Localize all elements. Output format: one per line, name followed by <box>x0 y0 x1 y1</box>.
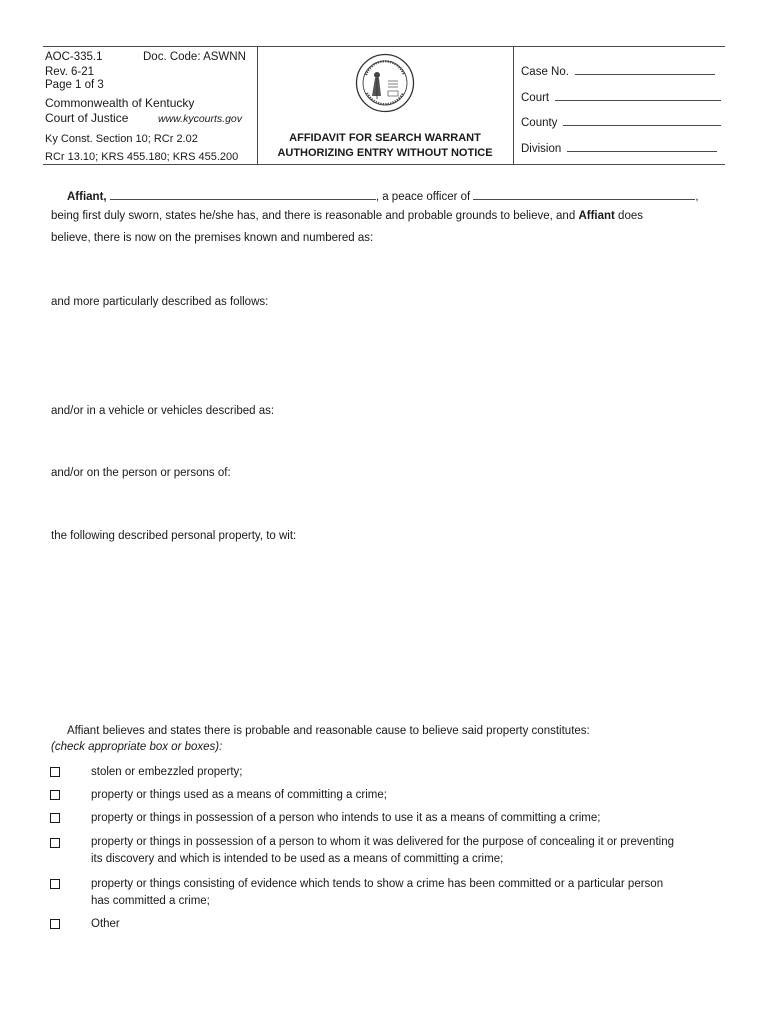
court-line[interactable] <box>555 89 721 101</box>
option-concealing <box>91 834 731 868</box>
case-number-label: Case No. <box>521 66 569 78</box>
sworn-statement-end: does <box>614 210 643 222</box>
form-header <box>43 46 725 165</box>
probable-cause-text: Affiant believes and states there is probable and reasonable cause to believe said property constitutes: <box>67 725 590 737</box>
sworn-statement-text: being first duly sworn, states he/she has, and there is reasonable and probable grounds to believe, and <box>51 210 579 222</box>
revision: Rev. 6-21 <box>45 66 95 78</box>
option-label: Other <box>91 918 120 930</box>
option-stolen <box>91 764 731 781</box>
authority-line-1: Ky Const. Section 10; RCr 2.02 <box>45 133 198 145</box>
option-label: property or things in possession of a person to whom it was delivered for the purpose of concealing it or preventing <box>91 836 674 848</box>
form-title <box>259 131 511 161</box>
property-text: the following described personal property, to wit: <box>51 530 297 542</box>
division-field[interactable] <box>521 140 717 155</box>
case-number-field[interactable] <box>521 63 715 78</box>
case-number-line[interactable] <box>575 63 715 75</box>
premises-text: believe, there is now on the premises known and numbered as: <box>51 232 374 244</box>
option-intends-to-use <box>91 810 731 827</box>
checkbox-stolen[interactable] <box>50 767 60 777</box>
option-evidence <box>91 876 731 910</box>
header-divider <box>257 47 258 164</box>
sworn-affiant-bold: Affiant <box>578 210 615 222</box>
agency-line[interactable] <box>473 188 695 200</box>
option-label-cont: its discovery and which is intended to be used as a means of committing a crime; <box>91 853 504 865</box>
seal-icon <box>355 53 415 113</box>
county-label: County <box>521 117 558 129</box>
form-title-line-1: AFFIDAVIT FOR SEARCH WARRANT <box>289 132 481 144</box>
jurisdiction: Commonwealth of Kentucky <box>45 96 195 110</box>
checkbox-other[interactable] <box>50 919 60 929</box>
court-label: Court <box>521 92 550 104</box>
peace-officer-label: , a peace officer of <box>375 191 471 203</box>
affiant-label: Affiant, <box>67 191 107 203</box>
division-line[interactable] <box>567 140 717 152</box>
checkbox-means-of-crime[interactable] <box>50 790 60 800</box>
option-label: stolen or embezzled property; <box>91 766 243 778</box>
checkbox-concealing[interactable] <box>50 838 60 848</box>
option-label: property or things in possession of a person who intends to use it as a means of committing a crime; <box>91 812 601 824</box>
person-text: and/or on the person or persons of: <box>51 467 231 479</box>
county-field[interactable] <box>521 114 721 129</box>
sworn-statement-line <box>51 209 643 223</box>
option-label: property or things used as a means of committing a crime; <box>91 789 387 801</box>
affiant-line <box>67 188 699 204</box>
checkbox-evidence[interactable] <box>50 879 60 889</box>
affiant-name-line[interactable] <box>110 188 376 200</box>
trailing-comma: , <box>695 191 699 203</box>
header-divider <box>513 47 514 164</box>
check-instructions: (check appropriate box or boxes): <box>51 741 223 753</box>
option-label-cont: has committed a crime; <box>91 895 210 907</box>
court-field[interactable] <box>521 89 721 104</box>
form-title-line-2: AUTHORIZING ENTRY WITHOUT NOTICE <box>277 147 493 159</box>
form-number: AOC-335.1 <box>45 51 103 63</box>
checkbox-intends-to-use[interactable] <box>50 813 60 823</box>
option-other <box>91 916 731 933</box>
county-line[interactable] <box>563 114 721 126</box>
court-name: Court of Justice <box>45 111 129 125</box>
website: www.kycourts.gov <box>158 113 243 125</box>
page-number: Page 1 of 3 <box>45 79 104 91</box>
particular-description-text: and more particularly described as follows: <box>51 296 269 308</box>
authority-line-2: RCr 13.10; KRS 455.180; KRS 455.200 <box>45 151 239 163</box>
doc-code: Doc. Code: ASWNN <box>143 51 246 63</box>
vehicle-text: and/or in a vehicle or vehicles described as: <box>51 405 275 417</box>
option-label: property or things consisting of evidence which tends to show a crime has been committed or a particular person <box>91 878 664 890</box>
option-means-of-crime <box>91 787 731 804</box>
division-label: Division <box>521 143 562 155</box>
